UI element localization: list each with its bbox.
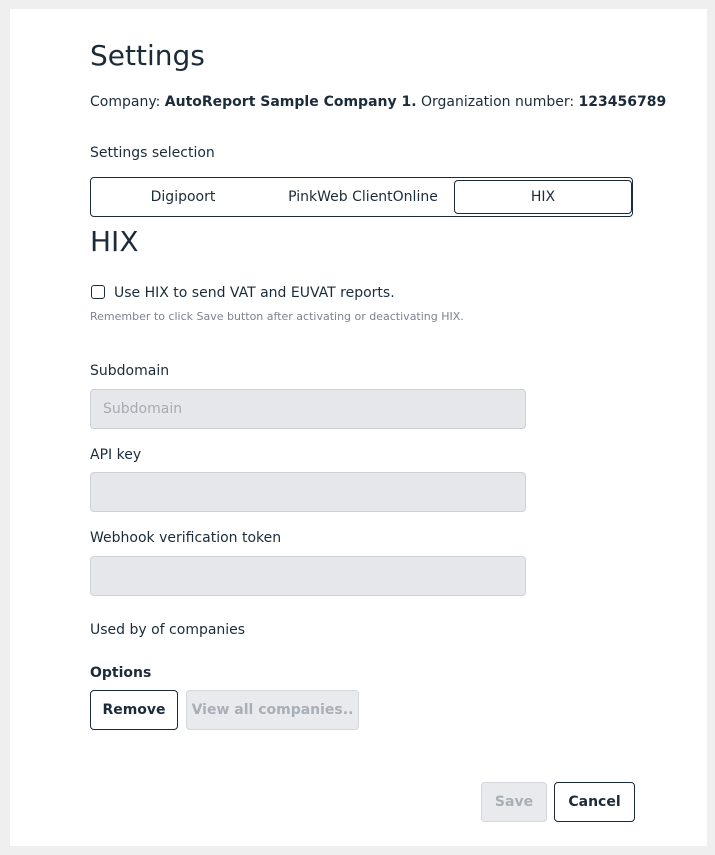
company-info	[90, 92, 666, 112]
settings-selection-tabs	[90, 177, 633, 217]
organization-number: 123456789	[578, 94, 667, 110]
cancel-button[interactable]: Cancel	[554, 782, 635, 822]
used-by-companies-text: Used by of companies	[90, 622, 246, 638]
options-label: Options	[90, 665, 152, 681]
save-button[interactable]: Save	[481, 782, 547, 822]
settings-selection-label: Settings selection	[90, 145, 215, 161]
api-key-label: API key	[90, 447, 142, 463]
webhook-token-label: Webhook verification token	[90, 530, 282, 546]
save-reminder-hint: Remember to click Save button after activating or deactivating HIX.	[90, 310, 464, 323]
use-hix-checkbox[interactable]	[91, 285, 105, 299]
tab-hix[interactable]: HIX	[454, 180, 632, 214]
page-title: Settings	[90, 39, 205, 72]
subdomain-input[interactable]	[90, 389, 526, 429]
use-hix-checkbox-label[interactable]: Use HIX to send VAT and EUVAT reports.	[114, 285, 395, 301]
tab-digipoort[interactable]: Digipoort	[150, 189, 216, 205]
remove-button[interactable]: Remove	[90, 690, 178, 730]
api-key-input[interactable]	[90, 472, 526, 512]
tab-pinkweb-clientonline[interactable]: PinkWeb ClientOnline	[288, 189, 438, 205]
view-all-companies-button[interactable]: View all companies..	[186, 690, 359, 730]
hix-heading: HIX	[90, 225, 139, 258]
company-label: Company:	[90, 94, 161, 110]
webhook-token-input[interactable]	[90, 556, 526, 596]
subdomain-label: Subdomain	[90, 363, 170, 379]
organization-label: Organization number:	[421, 94, 575, 110]
settings-dialog	[10, 9, 707, 846]
company-name: AutoReport Sample Company 1.	[164, 94, 417, 110]
